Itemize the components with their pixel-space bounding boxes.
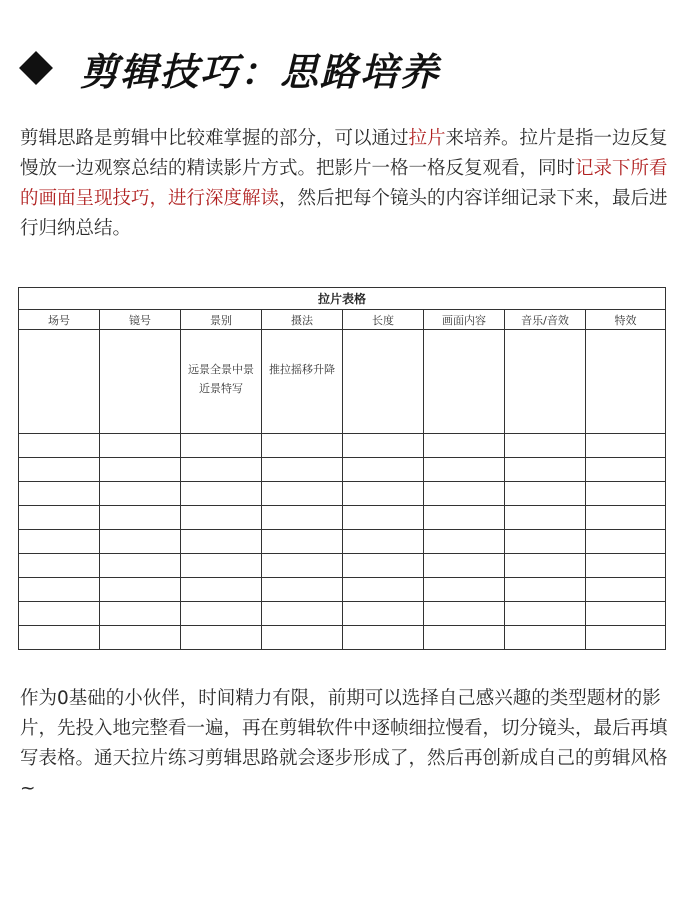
column-header: 场号 [19,310,100,330]
table-row [19,434,666,458]
table-cell [586,506,666,530]
table-cell [505,602,586,626]
column-header: 长度 [343,310,424,330]
table-cell [586,578,666,602]
camera-move-text: 推拉摇移升降 [269,363,335,376]
table-empty-rows [19,434,666,650]
table-cell [262,482,343,506]
table-cell [181,434,262,458]
table-cell [181,554,262,578]
table-cell [424,434,505,458]
table-cell [586,330,666,434]
table-cell [262,506,343,530]
table-cell [181,530,262,554]
table-cell [343,330,424,434]
table-cell [343,554,424,578]
column-header: 摄法 [262,310,343,330]
table-cell [586,434,666,458]
intro-text-2: 来培养。拉片是指一边反复慢放一边观察总结的精读影片方式。把影片一格一格反复观看，同时 [20,128,668,179]
table-cell [424,506,505,530]
table-row [19,578,666,602]
table-cell [343,506,424,530]
table-cell [100,602,181,626]
table-row [19,506,666,530]
table-cell [343,434,424,458]
table-cell [505,482,586,506]
table-cell [505,554,586,578]
column-header: 镜号 [100,310,181,330]
table-cell [100,482,181,506]
table-cell [424,626,505,650]
table-cell [262,626,343,650]
table-row [19,554,666,578]
table-row [19,626,666,650]
table-cell [19,434,100,458]
table-cell [19,458,100,482]
table-row [19,602,666,626]
table-cell [19,506,100,530]
table-cell [424,554,505,578]
table-cell [262,602,343,626]
table-cell [343,458,424,482]
table-cell [505,458,586,482]
diamond-bullet-icon [19,51,53,85]
table-cell [505,330,586,434]
table-cell [586,602,666,626]
table-cell [262,530,343,554]
intro-highlight-analysis: 进行深度解读 [168,188,280,209]
table-cell [343,530,424,554]
table-title: 拉片表格 [19,288,666,310]
table-cell [343,482,424,506]
table-cell-camera-move [262,330,343,434]
shot-size-line-2: 近景特写 [199,382,243,395]
shot-size-line-1: 远景全景中景 [188,363,254,376]
table-cell [586,554,666,578]
table-cell [181,626,262,650]
table-cell [181,458,262,482]
table-cell [19,330,100,434]
table-cell [343,578,424,602]
table-cell [343,602,424,626]
table-cell [586,482,666,506]
table-cell [505,434,586,458]
table-row [19,482,666,506]
column-header: 画面内容 [424,310,505,330]
table-cell [424,602,505,626]
table-cell [586,458,666,482]
table-cell [19,626,100,650]
column-header: 特效 [586,310,666,330]
table-cell [424,530,505,554]
intro-highlight-lapian: 拉片 [408,128,446,149]
table-cell [100,530,181,554]
lapian-table [18,287,666,650]
table-cell [505,530,586,554]
intro-text-3: ，然后把每个镜头的内容详细记录下来，最后进行归纳总结。 [20,188,668,239]
table-row-example [19,330,666,434]
intro-text-1: 剪辑思路是剪辑中比较难掌握的部分，可以通过 [20,128,409,149]
table-cell [100,330,181,434]
table-cell [19,554,100,578]
table-cell [505,506,586,530]
page-title: 剪辑技巧：思路培养 [80,49,441,94]
intro-highlight-record: 记录下所看的画面呈现技巧 [20,158,668,209]
intro-paragraph [20,124,670,244]
table-cell [424,482,505,506]
table-cell [19,530,100,554]
table-cell [262,578,343,602]
table-cell-shot-size [181,330,262,434]
table-cell [100,626,181,650]
table-cell [19,578,100,602]
column-header: 景别 [181,310,262,330]
heading [18,38,440,98]
table-row [19,530,666,554]
table-cell [262,434,343,458]
table-cell [505,626,586,650]
table-row [19,458,666,482]
table-cell [586,626,666,650]
table-cell [262,554,343,578]
table-header-row [19,310,666,330]
table-cell [181,578,262,602]
table-cell [262,458,343,482]
table-cell [100,458,181,482]
table-cell [181,506,262,530]
table-cell [181,602,262,626]
table-cell [100,578,181,602]
table-cell [100,554,181,578]
column-header: 音乐/音效 [505,310,586,330]
table-cell [181,482,262,506]
intro-comma: ， [149,188,169,209]
table-cell [343,626,424,650]
table-cell [100,506,181,530]
table-cell [424,330,505,434]
table-cell [586,530,666,554]
table-cell [100,434,181,458]
outro-paragraph: 作为0基础的小伙伴，时间精力有限，前期可以选择自己感兴趣的类型题材的影片，先投入地完整看一遍，再在剪辑软件中逐帧细拉慢看，切分镜头，最后再填写表格。通天拉片练习剪辑思路就会逐步形成了，然后再创新成自己的剪辑风格~ [20,688,668,799]
table-cell [19,482,100,506]
table-cell [424,578,505,602]
table-cell [505,578,586,602]
table-cell [424,458,505,482]
table-cell [19,602,100,626]
